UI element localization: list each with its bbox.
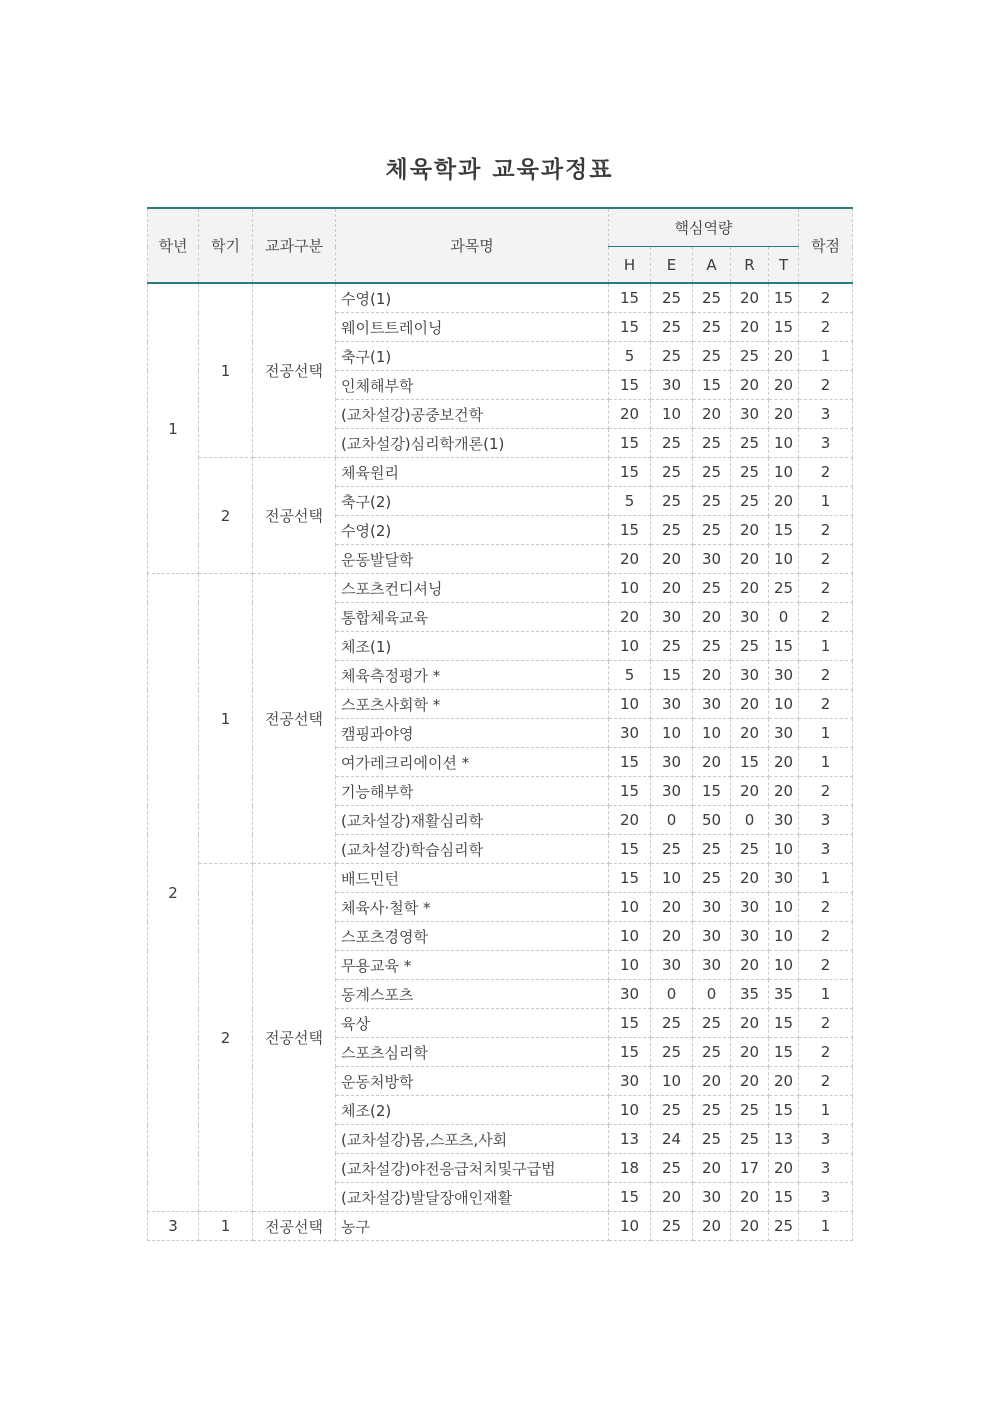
- cell-score-e: 0: [651, 806, 693, 835]
- cell-score-t: 0: [769, 603, 799, 632]
- cell-score-t: 30: [769, 719, 799, 748]
- cell-score-t: 10: [769, 893, 799, 922]
- cell-score-e: 25: [651, 487, 693, 516]
- cell-score-r: 25: [731, 1125, 769, 1154]
- cell-credit: 2: [799, 922, 853, 951]
- cell-score-a: 20: [693, 603, 731, 632]
- cell-score-a: 30: [693, 951, 731, 980]
- cell-subject: 캠핑과야영: [336, 719, 609, 748]
- cell-score-h: 15: [609, 283, 651, 313]
- cell-score-r: 30: [731, 661, 769, 690]
- cell-score-e: 25: [651, 429, 693, 458]
- cell-score-h: 10: [609, 632, 651, 661]
- cell-score-t: 13: [769, 1125, 799, 1154]
- cell-credit: 2: [799, 545, 853, 574]
- cell-score-a: 15: [693, 371, 731, 400]
- cell-score-r: 20: [731, 719, 769, 748]
- cell-score-h: 30: [609, 980, 651, 1009]
- cell-subject: 스포츠컨디셔닝: [336, 574, 609, 603]
- cell-subject: 동계스포츠: [336, 980, 609, 1009]
- cell-score-a: 30: [693, 690, 731, 719]
- cell-score-a: 25: [693, 342, 731, 371]
- cell-score-h: 30: [609, 1067, 651, 1096]
- cell-score-e: 0: [651, 980, 693, 1009]
- table-row: [148, 458, 853, 487]
- cell-score-r: 20: [731, 864, 769, 893]
- cell-score-e: 25: [651, 632, 693, 661]
- cell-score-r: 30: [731, 893, 769, 922]
- cell-score-t: 15: [769, 1096, 799, 1125]
- cell-category: 전공선택: [253, 574, 336, 864]
- cell-credit: 2: [799, 1038, 853, 1067]
- cell-score-a: 30: [693, 545, 731, 574]
- cell-score-h: 15: [609, 429, 651, 458]
- cell-score-e: 30: [651, 777, 693, 806]
- cell-score-r: 30: [731, 922, 769, 951]
- cell-subject: (교차설강)학습심리학: [336, 835, 609, 864]
- cell-score-e: 25: [651, 516, 693, 545]
- cell-subject: 여가레크리에이션 *: [336, 748, 609, 777]
- cell-score-r: 20: [731, 1067, 769, 1096]
- cell-subject: (교차설강)발달장애인재활: [336, 1183, 609, 1212]
- cell-credit: 3: [799, 400, 853, 429]
- cell-score-e: 20: [651, 893, 693, 922]
- cell-credit: 3: [799, 429, 853, 458]
- cell-credit: 2: [799, 371, 853, 400]
- cell-subject: (교차설강)심리학개론(1): [336, 429, 609, 458]
- cell-score-e: 25: [651, 1009, 693, 1038]
- cell-score-e: 25: [651, 342, 693, 371]
- cell-subject: 운동발달학: [336, 545, 609, 574]
- cell-category: 전공선택: [253, 1212, 336, 1241]
- cell-score-e: 25: [651, 283, 693, 313]
- table-row: [148, 864, 853, 893]
- cell-credit: 1: [799, 719, 853, 748]
- cell-credit: 1: [799, 1212, 853, 1241]
- cell-score-a: 25: [693, 429, 731, 458]
- cell-score-t: 30: [769, 661, 799, 690]
- cell-score-h: 15: [609, 1183, 651, 1212]
- cell-score-e: 25: [651, 1212, 693, 1241]
- cell-subject: (교차설강)재활심리학: [336, 806, 609, 835]
- cell-score-a: 25: [693, 313, 731, 342]
- cell-subject: 스포츠사회학 *: [336, 690, 609, 719]
- cell-score-a: 25: [693, 1038, 731, 1067]
- cell-score-a: 30: [693, 893, 731, 922]
- cell-score-h: 15: [609, 371, 651, 400]
- cell-score-a: 50: [693, 806, 731, 835]
- col-header-subject: 과목명: [336, 208, 609, 283]
- cell-credit: 3: [799, 806, 853, 835]
- cell-subject: 체조(1): [336, 632, 609, 661]
- cell-score-e: 10: [651, 719, 693, 748]
- cell-score-e: 25: [651, 1038, 693, 1067]
- cell-score-t: 30: [769, 806, 799, 835]
- cell-score-h: 15: [609, 864, 651, 893]
- cell-credit: 1: [799, 748, 853, 777]
- cell-score-r: 20: [731, 1183, 769, 1212]
- cell-score-r: 25: [731, 632, 769, 661]
- cell-credit: 1: [799, 980, 853, 1009]
- cell-score-e: 10: [651, 864, 693, 893]
- cell-score-e: 24: [651, 1125, 693, 1154]
- cell-score-h: 10: [609, 893, 651, 922]
- cell-score-t: 15: [769, 632, 799, 661]
- table-row: [148, 574, 853, 603]
- cell-score-h: 10: [609, 574, 651, 603]
- cell-subject: (교차설강)몸,스포츠,사회: [336, 1125, 609, 1154]
- col-header-competency-e: E: [651, 247, 693, 284]
- cell-credit: 3: [799, 1183, 853, 1212]
- table-body: [148, 283, 853, 1241]
- cell-subject: 축구(2): [336, 487, 609, 516]
- cell-credit: 3: [799, 1154, 853, 1183]
- page-title: 체육학과 교육과정표: [385, 156, 614, 183]
- cell-score-a: 25: [693, 632, 731, 661]
- cell-score-a: 25: [693, 283, 731, 313]
- cell-score-t: 15: [769, 1009, 799, 1038]
- cell-score-e: 15: [651, 661, 693, 690]
- cell-score-t: 10: [769, 690, 799, 719]
- cell-score-a: 20: [693, 1212, 731, 1241]
- cell-score-t: 10: [769, 922, 799, 951]
- cell-score-r: 20: [731, 371, 769, 400]
- cell-score-e: 20: [651, 1183, 693, 1212]
- table-row: [148, 283, 853, 313]
- cell-semester: 2: [199, 458, 253, 574]
- cell-score-h: 20: [609, 806, 651, 835]
- cell-score-r: 20: [731, 690, 769, 719]
- cell-score-h: 10: [609, 690, 651, 719]
- cell-score-r: 20: [731, 1009, 769, 1038]
- cell-credit: 2: [799, 661, 853, 690]
- cell-category: 전공선택: [253, 458, 336, 574]
- cell-score-h: 18: [609, 1154, 651, 1183]
- col-header-competency-h: H: [609, 247, 651, 284]
- cell-subject: (교차설강)공중보건학: [336, 400, 609, 429]
- cell-score-a: 30: [693, 1183, 731, 1212]
- cell-score-e: 30: [651, 951, 693, 980]
- cell-score-h: 5: [609, 487, 651, 516]
- cell-score-a: 20: [693, 400, 731, 429]
- cell-score-e: 30: [651, 690, 693, 719]
- cell-score-t: 15: [769, 516, 799, 545]
- cell-score-t: 15: [769, 1038, 799, 1067]
- cell-score-r: 20: [731, 777, 769, 806]
- cell-score-e: 20: [651, 922, 693, 951]
- cell-credit: 1: [799, 342, 853, 371]
- cell-subject: 배드민턴: [336, 864, 609, 893]
- cell-score-t: 20: [769, 1154, 799, 1183]
- cell-score-t: 25: [769, 1212, 799, 1241]
- cell-score-a: 20: [693, 661, 731, 690]
- cell-score-t: 15: [769, 1183, 799, 1212]
- cell-score-r: 20: [731, 951, 769, 980]
- cell-credit: 2: [799, 458, 853, 487]
- cell-score-e: 25: [651, 313, 693, 342]
- cell-score-a: 25: [693, 1125, 731, 1154]
- cell-score-t: 20: [769, 1067, 799, 1096]
- cell-category: 전공선택: [253, 283, 336, 458]
- cell-credit: 2: [799, 1067, 853, 1096]
- cell-credit: 1: [799, 487, 853, 516]
- cell-score-e: 25: [651, 1096, 693, 1125]
- cell-score-e: 30: [651, 748, 693, 777]
- cell-score-r: 25: [731, 429, 769, 458]
- cell-subject: 스포츠심리학: [336, 1038, 609, 1067]
- cell-score-h: 5: [609, 661, 651, 690]
- cell-semester: 1: [199, 283, 253, 458]
- cell-subject: 웨이트트레이닝: [336, 313, 609, 342]
- curriculum-table: [147, 207, 853, 1241]
- cell-score-r: 20: [731, 283, 769, 313]
- cell-score-t: 10: [769, 429, 799, 458]
- cell-score-a: 25: [693, 835, 731, 864]
- col-header-competency-a: A: [693, 247, 731, 284]
- cell-subject: 체육원리: [336, 458, 609, 487]
- cell-year: 1: [148, 283, 199, 574]
- cell-credit: 2: [799, 1009, 853, 1038]
- cell-score-r: 25: [731, 342, 769, 371]
- cell-score-h: 13: [609, 1125, 651, 1154]
- cell-score-t: 30: [769, 864, 799, 893]
- cell-score-r: 35: [731, 980, 769, 1009]
- cell-score-r: 20: [731, 516, 769, 545]
- cell-score-e: 25: [651, 1154, 693, 1183]
- cell-score-t: 35: [769, 980, 799, 1009]
- cell-credit: 2: [799, 603, 853, 632]
- cell-score-t: 20: [769, 400, 799, 429]
- cell-score-t: 20: [769, 487, 799, 516]
- cell-score-a: 25: [693, 1009, 731, 1038]
- cell-score-r: 25: [731, 835, 769, 864]
- cell-score-a: 25: [693, 516, 731, 545]
- cell-score-r: 0: [731, 806, 769, 835]
- cell-year: 3: [148, 1212, 199, 1241]
- cell-credit: 2: [799, 574, 853, 603]
- cell-score-h: 15: [609, 1009, 651, 1038]
- cell-score-e: 10: [651, 400, 693, 429]
- cell-score-r: 30: [731, 400, 769, 429]
- cell-score-a: 25: [693, 458, 731, 487]
- cell-score-t: 25: [769, 574, 799, 603]
- cell-subject: 육상: [336, 1009, 609, 1038]
- cell-score-h: 15: [609, 1038, 651, 1067]
- col-header-semester: 학기: [199, 208, 253, 283]
- cell-score-h: 15: [609, 777, 651, 806]
- cell-score-t: 20: [769, 748, 799, 777]
- col-header-year: 학년: [148, 208, 199, 283]
- cell-score-r: 30: [731, 603, 769, 632]
- cell-category: 전공선택: [253, 864, 336, 1212]
- header-row-main: [148, 208, 853, 247]
- col-header-competency-t: T: [769, 247, 799, 284]
- cell-score-e: 20: [651, 574, 693, 603]
- cell-score-r: 25: [731, 487, 769, 516]
- cell-credit: 1: [799, 632, 853, 661]
- cell-score-a: 25: [693, 864, 731, 893]
- cell-score-a: 25: [693, 487, 731, 516]
- cell-score-h: 10: [609, 951, 651, 980]
- cell-score-h: 20: [609, 603, 651, 632]
- col-header-competency-r: R: [731, 247, 769, 284]
- cell-score-t: 10: [769, 951, 799, 980]
- cell-score-r: 20: [731, 545, 769, 574]
- table-row: [148, 1212, 853, 1241]
- cell-score-e: 30: [651, 371, 693, 400]
- cell-score-a: 15: [693, 777, 731, 806]
- cell-score-h: 10: [609, 922, 651, 951]
- cell-score-e: 10: [651, 1067, 693, 1096]
- cell-score-r: 15: [731, 748, 769, 777]
- cell-subject: 축구(1): [336, 342, 609, 371]
- cell-subject: 통합체육교육: [336, 603, 609, 632]
- cell-subject: 기능해부학: [336, 777, 609, 806]
- cell-subject: 운동처방학: [336, 1067, 609, 1096]
- cell-subject: 수영(1): [336, 283, 609, 313]
- cell-score-h: 15: [609, 516, 651, 545]
- cell-score-h: 20: [609, 545, 651, 574]
- cell-score-h: 30: [609, 719, 651, 748]
- cell-credit: 3: [799, 1125, 853, 1154]
- cell-score-r: 20: [731, 1212, 769, 1241]
- cell-credit: 2: [799, 283, 853, 313]
- cell-score-e: 25: [651, 835, 693, 864]
- table-header: [148, 208, 853, 283]
- cell-credit: 2: [799, 516, 853, 545]
- cell-semester: 1: [199, 574, 253, 864]
- cell-credit: 2: [799, 893, 853, 922]
- cell-score-h: 5: [609, 342, 651, 371]
- cell-score-h: 15: [609, 313, 651, 342]
- cell-credit: 2: [799, 313, 853, 342]
- cell-credit: 1: [799, 1096, 853, 1125]
- cell-credit: 3: [799, 835, 853, 864]
- cell-score-a: 10: [693, 719, 731, 748]
- cell-credit: 2: [799, 777, 853, 806]
- cell-score-e: 30: [651, 603, 693, 632]
- cell-credit: 2: [799, 951, 853, 980]
- cell-score-t: 10: [769, 545, 799, 574]
- cell-score-r: 25: [731, 1096, 769, 1125]
- cell-score-h: 15: [609, 835, 651, 864]
- cell-score-h: 15: [609, 748, 651, 777]
- cell-score-r: 25: [731, 458, 769, 487]
- cell-semester: 1: [199, 1212, 253, 1241]
- cell-score-a: 0: [693, 980, 731, 1009]
- cell-score-r: 20: [731, 574, 769, 603]
- cell-score-t: 10: [769, 835, 799, 864]
- cell-score-r: 20: [731, 1038, 769, 1067]
- cell-score-t: 20: [769, 777, 799, 806]
- cell-subject: 무용교육 *: [336, 951, 609, 980]
- col-header-category: 교과구분: [253, 208, 336, 283]
- cell-score-h: 20: [609, 400, 651, 429]
- cell-subject: 인체해부학: [336, 371, 609, 400]
- cell-subject: 스포츠경영학: [336, 922, 609, 951]
- cell-subject: 체육측정평가 *: [336, 661, 609, 690]
- cell-subject: 체육사·철학 *: [336, 893, 609, 922]
- cell-subject: 수영(2): [336, 516, 609, 545]
- cell-score-t: 20: [769, 371, 799, 400]
- cell-score-r: 20: [731, 313, 769, 342]
- cell-subject: 체조(2): [336, 1096, 609, 1125]
- cell-score-r: 17: [731, 1154, 769, 1183]
- cell-score-e: 20: [651, 545, 693, 574]
- cell-score-a: 20: [693, 748, 731, 777]
- cell-score-t: 10: [769, 458, 799, 487]
- cell-score-t: 15: [769, 283, 799, 313]
- cell-score-h: 10: [609, 1096, 651, 1125]
- cell-credit: 2: [799, 690, 853, 719]
- cell-subject: (교차설강)야전응급처치및구급법: [336, 1154, 609, 1183]
- cell-score-t: 15: [769, 313, 799, 342]
- col-header-core-competency: 핵심역량: [609, 208, 799, 247]
- cell-credit: 1: [799, 864, 853, 893]
- cell-score-h: 10: [609, 1212, 651, 1241]
- cell-score-h: 15: [609, 458, 651, 487]
- cell-score-a: 25: [693, 1096, 731, 1125]
- cell-semester: 2: [199, 864, 253, 1212]
- cell-subject: 농구: [336, 1212, 609, 1241]
- cell-score-a: 25: [693, 574, 731, 603]
- cell-score-a: 20: [693, 1154, 731, 1183]
- cell-score-e: 25: [651, 458, 693, 487]
- cell-score-a: 30: [693, 922, 731, 951]
- cell-score-t: 20: [769, 342, 799, 371]
- cell-score-a: 20: [693, 1067, 731, 1096]
- col-header-credit: 학점: [799, 208, 853, 283]
- cell-year: 2: [148, 574, 199, 1212]
